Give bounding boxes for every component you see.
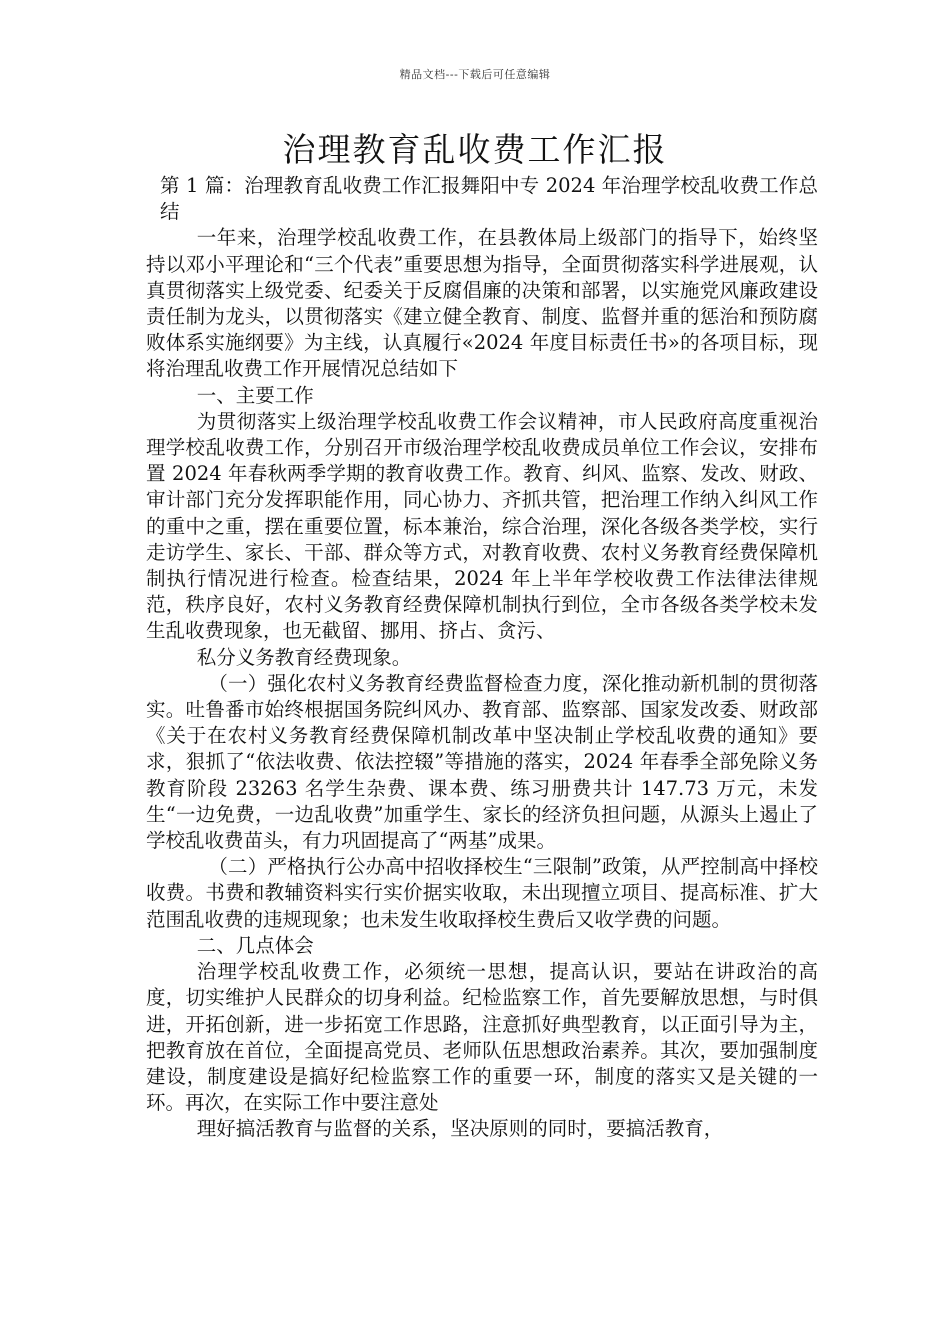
document-subtitle: 第 1 篇：治理教育乱收费工作汇报舞阳中专 2024 年治理学校乱收费工作总结 xyxy=(160,174,818,224)
paragraph-item-one: （一）强化农村义务教育经费监督检查力度，深化推动新机制的贯彻落实。吐鲁番市始终根据国务院纠风办、教育部、监察部、国家发改委、财政部《关于在农村义务教育经费保障机制改革中坚决制止学校乱收费的通知》要求，狠抓了“依法收费、依法控辍”等措施的落实，2024 年春季全部免除义务教育阶段 23263 名学生杂费、课本费、练习册费共计 147.73 万元，未发生“一边免费，一边乱收费”加重学生、家长的经济负担问题，从源头上遏止了学校乱收费苗头，有力巩固提高了“两基”成果。 xyxy=(146,671,818,853)
section-heading-experiences: 二、几点体会 xyxy=(196,933,314,957)
paragraph-item-two: （二）严格执行公办高中招收择校生“三限制”政策，从严控制高中择校收费。书费和教辅资料实行实价据实收取，未出现擅立项目、提高标准、扩大范围乱收费的违规现象；也未发生收取择校生费后又收学费的问题。 xyxy=(146,855,818,931)
document-body xyxy=(146,173,818,1143)
paragraph-main-work-continued: 私分义务教育经费现象。 xyxy=(196,645,412,669)
paragraph-main-work: 为贯彻落实上级治理学校乱收费工作会议精神，市人民政府高度重视治理学校乱收费工作，分别召开市级治理学校乱收费成员单位工作会议，安排布置 2024 年春秋两季学期的教育收费工作。教育、纠风、监察、发改、财政、审计部门充分发挥职能作用，同心协力、齐抓共管，把治理工作纳入纠风工作的重中之重，摆在重要位置，标本兼治，综合治理，深化各级各类学校，实行走访学生、家长、干部、群众等方式，对教育收费、农村义务教育经费保障机制执行情况进行检查。检查结果，2024 年上半年学校收费工作法律法律规范，秩序良好，农村义务教育经费保障机制执行到位，全市各级各类学校未发生乱收费现象，也无截留、挪用、挤占、贪污、 xyxy=(146,409,818,643)
paragraph-intro: 一年来，治理学校乱收费工作，在县教体局上级部门的指导下，始终坚持以邓小平理论和“三个代表”重要思想为指导，全面贯彻落实科学进展观，认真贯彻落实上级党委、纪委关于反腐倡廉的决策和部署，以实施党风廉政建设责任制为龙头，以贯彻落实《建立健全教育、制度、监督并重的惩治和预防腐败体系实施纲要》为主线，认真履行«2024 年度目标责任书»的各项目标，现将治理乱收费工作开展情况总结如下 xyxy=(146,226,818,381)
paragraph-experiences-continued: 理好搞活教育与监督的关系，坚决原则的同时，要搞活教育， xyxy=(196,1117,724,1141)
page-header-note: 精品文档---下载后可任意编辑 xyxy=(399,68,551,81)
document-title: 治理教育乱收费工作汇报 xyxy=(282,130,668,169)
section-heading-main-work: 一、主要工作 xyxy=(196,383,314,407)
paragraph-experiences: 治理学校乱收费工作，必须统一思想，提高认识，要站在讲政治的高度，切实维护人民群众的切身利益。纪检监察工作，首先要解放思想，与时俱进，开拓创新，进一步拓宽工作思路，注意抓好典型教育，以正面引导为主，把教育放在首位，全面提高党员、老师队伍思想政治素养。其次，要加强制度建设，制度建设是搞好纪检监察工作的重要一环，制度的落实又是关键的一环。再次，在实际工作中要注意处 xyxy=(146,960,818,1115)
